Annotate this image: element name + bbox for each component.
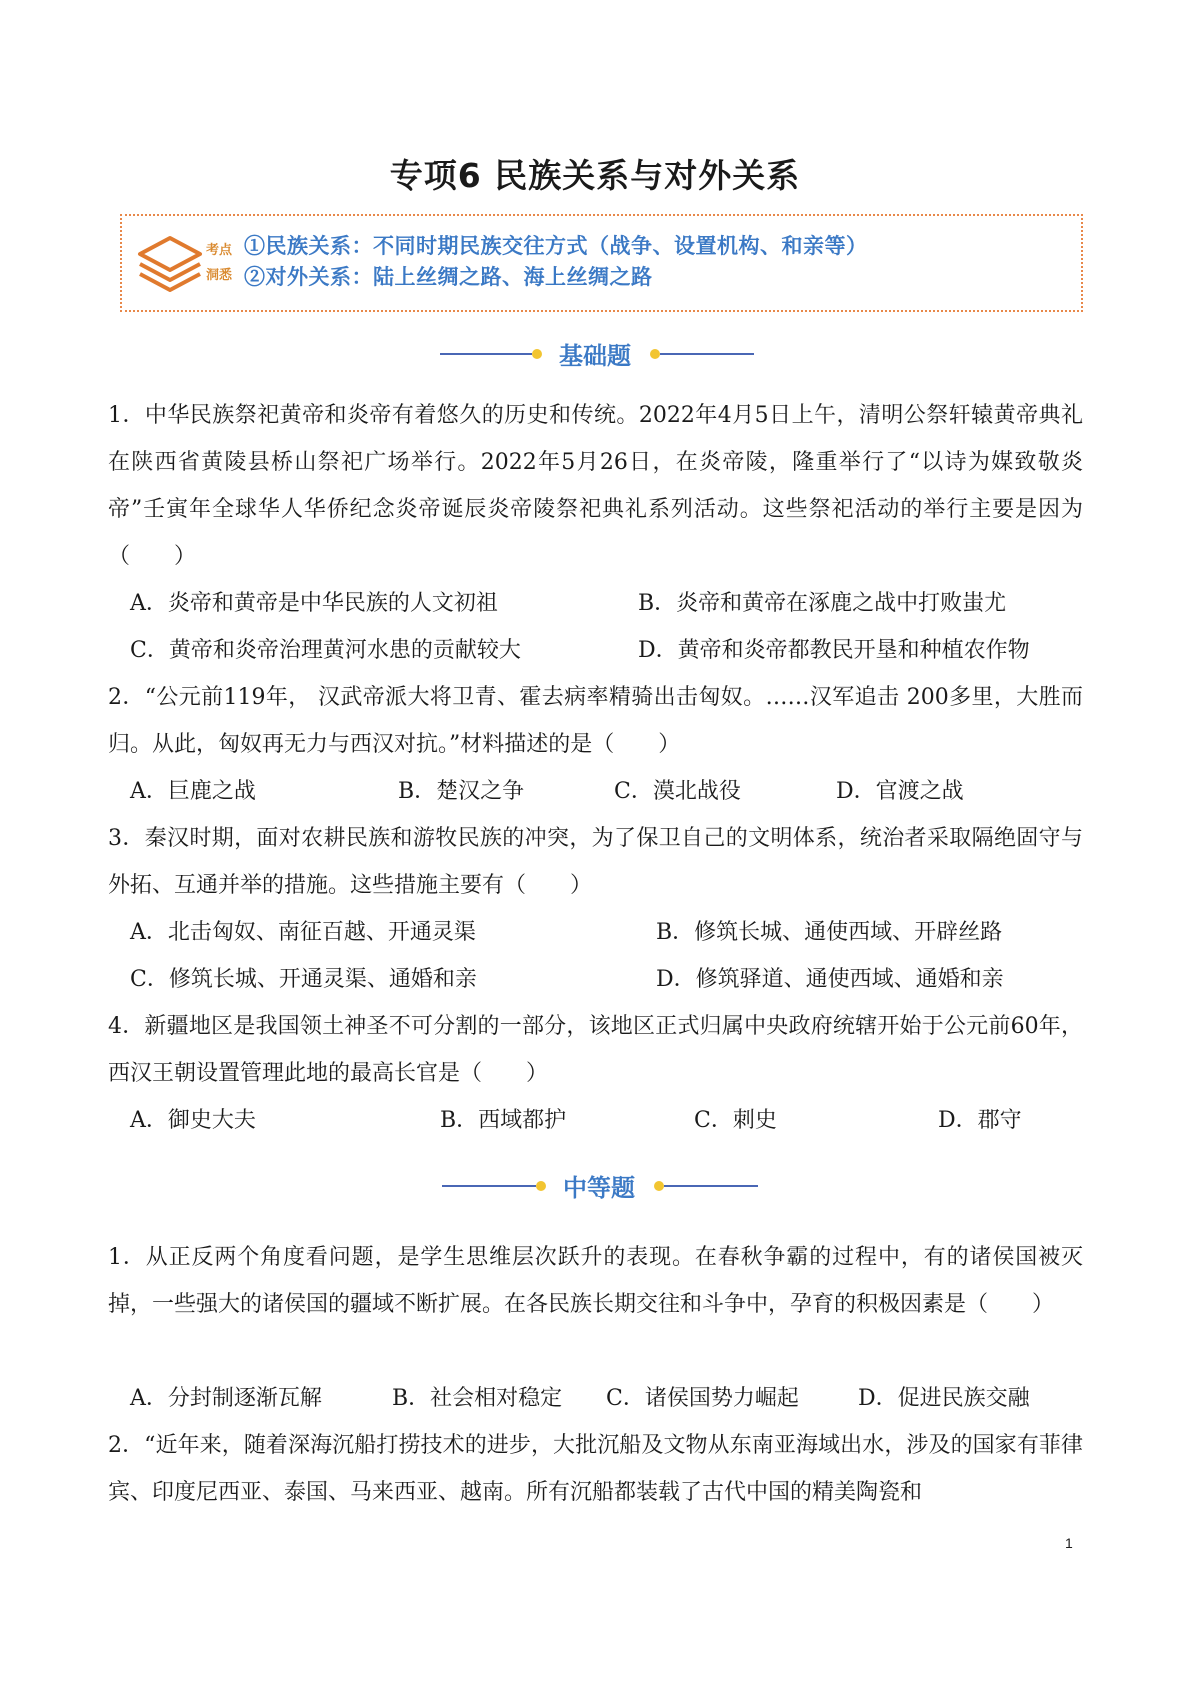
option[interactable]: D．郡守 (938, 1108, 1022, 1133)
question-options (0, 909, 1190, 956)
option[interactable]: C．刺史 (694, 1108, 777, 1133)
question-text: 2．“近年来，随着深海沉船打捞技术的进步，大批沉船及文物从东南亚海域出水，涉及的国家有菲律宾、印度尼西亚、泰国、马来西亚、越南。所有沉船都装载了古代中国的精美陶瓷和 (108, 1433, 1083, 1505)
option[interactable]: D．官渡之战 (836, 779, 964, 804)
key-point: ①民族关系：不同时期民族交往方式（战争、设置机构、和亲等） (244, 233, 868, 258)
option[interactable]: A．炎帝和黄帝是中华民族的人文初祖 (130, 591, 498, 616)
question-options (0, 1375, 1190, 1422)
question-text: 3．秦汉时期，面对农耕民族和游牧民族的冲突，为了保卫自己的文明体系，统治者采取隔绝固守与外拓、互通并举的措施。这些措施主要有（ ） (108, 826, 1083, 898)
section-header-medium (0, 1166, 1190, 1206)
key-point: ②对外关系：陆上丝绸之路、海上丝绸之路 (244, 264, 653, 289)
question-options (0, 956, 1190, 1003)
divider (442, 1185, 536, 1187)
key-points-box (120, 214, 1083, 312)
option[interactable]: B．修筑长城、通使西域、开辟丝路 (656, 920, 1003, 945)
divider (660, 353, 754, 355)
option[interactable]: D．黄帝和炎帝都教民开垦和种植农作物 (638, 638, 1030, 663)
dot-icon (654, 1181, 664, 1191)
option[interactable]: C．修筑长城、开通灵渠、通婚和亲 (130, 967, 477, 992)
page-title: 专项6 民族关系与对外关系 (389, 156, 801, 195)
option[interactable]: B．西域都护 (440, 1108, 567, 1133)
section-label: 基础题 (559, 342, 631, 370)
key-points-label: 考点 洞悉 (205, 243, 232, 283)
option[interactable]: D．修筑驿道、通使西域、通婚和亲 (656, 967, 1004, 992)
option[interactable]: A．北击匈奴、南征百越、开通灵渠 (130, 920, 476, 945)
option[interactable]: C．黄帝和炎帝治理黄河水患的贡献较大 (130, 638, 521, 663)
divider (664, 1185, 758, 1187)
option[interactable]: A．分封制逐渐瓦解 (130, 1386, 322, 1411)
question-text: 1．从正反两个角度看问题，是学生思维层次跃升的表现。在春秋争霸的过程中，有的诸侯国被灭掉，一些强大的诸侯国的疆域不断扩展。在各民族长期交往和斗争中，孕育的积极因素是（ ） (108, 1245, 1083, 1317)
option[interactable]: C．漠北战役 (614, 779, 741, 804)
question-text: 2．“公元前119年， 汉武帝派大将卫青、霍去病率精骑出击匈奴。……汉军追击 200多里，大胜而归。从此，匈奴再无力与西汉对抗。”材料描述的是（ ） (108, 685, 1083, 757)
option[interactable]: A．御史大夫 (130, 1108, 256, 1133)
option[interactable]: B．社会相对稳定 (392, 1386, 563, 1411)
section-label: 中等题 (563, 1174, 635, 1202)
question-options (0, 1097, 1190, 1144)
question-options (0, 580, 1190, 627)
page-number: 1 (1065, 1535, 1073, 1551)
option[interactable]: B．楚汉之争 (398, 779, 525, 804)
option[interactable]: C．诸侯国势力崛起 (606, 1386, 799, 1411)
question-text: 1．中华民族祭祀黄帝和炎帝有着悠久的历史和传统。2022年4月5日上午，清明公祭轩辕黄帝典礼在陕西省黄陵县桥山祭祀广场举行。2022年5月26日，在炎帝陵，隆重举行了“以诗为媒致敬炎帝”壬寅年全球华人华侨纪念炎帝诞辰炎帝陵祭祀典礼系列活动。这些祭祀活动的举行主要是因为（ ） (108, 403, 1083, 569)
option[interactable]: D．促进民族交融 (858, 1386, 1030, 1411)
question-text: 4．新疆地区是我国领土神圣不可分割的一部分，该地区正式归属中央政府统辖开始于公元前60年，西汉王朝设置管理此地的最高长官是（ ） (108, 1014, 1083, 1086)
divider (440, 353, 532, 355)
section-header-basic (0, 334, 1190, 374)
option[interactable]: B．炎帝和黄帝在涿鹿之战中打败蚩尤 (638, 591, 1007, 616)
option[interactable]: A．巨鹿之战 (130, 779, 256, 804)
question-options (0, 627, 1190, 674)
question-options (0, 768, 1190, 815)
dot-icon (650, 349, 660, 359)
key-points-list (244, 230, 868, 292)
